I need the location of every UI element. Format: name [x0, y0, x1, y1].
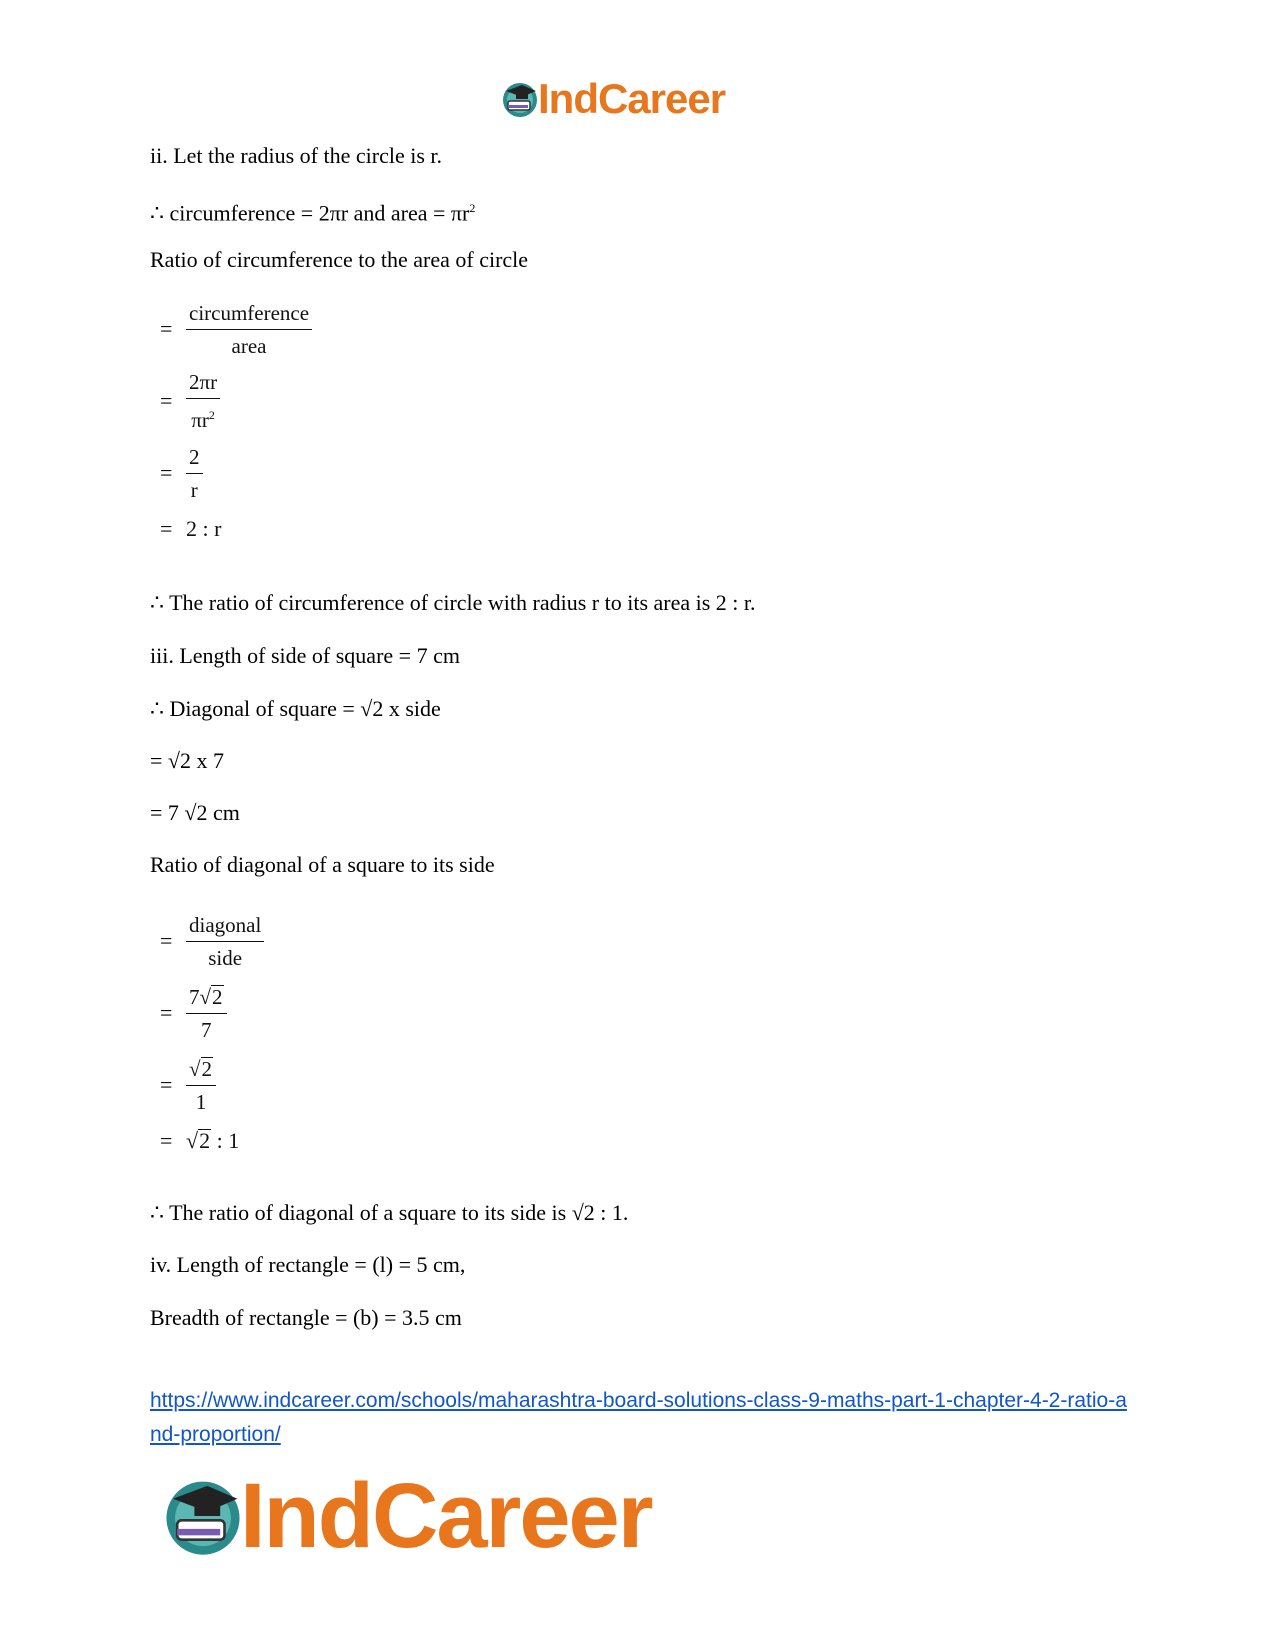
para-rectangle-breadth: Breadth of rectangle = (b) = 3.5 cm	[150, 1305, 462, 1330]
denominator: r	[190, 477, 198, 502]
math-row	[160, 437, 312, 509]
header-logo	[500, 75, 726, 122]
math-row	[160, 1049, 264, 1121]
equals-sign: =	[160, 928, 173, 953]
sqrt-symbol: √	[199, 984, 212, 1009]
math-block-square	[160, 905, 264, 1161]
equals-sign: =	[160, 516, 173, 541]
equals-sign: =	[160, 316, 173, 341]
fraction	[186, 299, 312, 360]
numerator: circumference	[186, 299, 312, 330]
sqrt-symbol: √	[186, 1128, 199, 1153]
denominator: 1	[195, 1089, 207, 1114]
numerator	[186, 983, 227, 1014]
graduation-cap-book-globe-icon	[160, 1473, 246, 1559]
math-row	[160, 1121, 264, 1161]
equals-sign: =	[160, 460, 173, 485]
equals-sign: =	[160, 1128, 173, 1153]
math-row	[160, 365, 312, 437]
para-diagonal-ratio-heading: Ratio of diagonal of a square to its side	[150, 852, 495, 877]
para-circumference-area-text: ∴ circumference = 2πr and area = πr	[150, 200, 470, 226]
radicand: 2	[199, 1128, 211, 1153]
radicand: 2	[212, 984, 223, 1009]
para-square-side: iii. Length of side of square = 7 cm	[150, 643, 460, 668]
brand-name: IndCareer	[538, 75, 726, 122]
denominator-text: πr	[191, 408, 209, 432]
math-row	[160, 509, 312, 549]
denominator: 7	[201, 1017, 212, 1042]
denominator: side	[208, 945, 243, 970]
source-link[interactable]: https://www.indcareer.com/schools/maharashtra-board-solutions-class-9-maths-part-1-chapter-4-2-ratio-and-proportion/	[150, 1389, 1127, 1446]
fraction	[186, 911, 264, 972]
math-row	[160, 977, 264, 1049]
denominator: area	[231, 333, 267, 358]
ratio-result: 2 : r	[186, 516, 222, 541]
para-diagonal-formula: ∴ Diagonal of square = √2 x side	[150, 696, 441, 721]
math-block-circle	[160, 293, 312, 549]
numerator: diagonal	[186, 911, 264, 942]
denominator	[191, 399, 215, 434]
math-row	[160, 293, 312, 365]
footer-logo	[160, 1465, 652, 1567]
para-square-conclusion: ∴ The ratio of diagonal of a square to its side is √2 : 1.	[150, 1200, 629, 1225]
math-row	[160, 905, 264, 977]
radicand: 2	[201, 1056, 213, 1081]
para-rectangle-length: iv. Length of rectangle = (l) = 5 cm,	[150, 1252, 466, 1277]
ratio-result	[186, 1128, 239, 1154]
equals-sign: =	[160, 1000, 173, 1025]
superscript: 2	[469, 201, 476, 215]
graduation-cap-book-globe-icon	[500, 79, 540, 119]
fraction	[186, 1055, 216, 1116]
fraction	[186, 368, 220, 434]
numerator: 2πr	[186, 368, 220, 399]
para-ratio-heading: Ratio of circumference to the area of circle	[150, 247, 529, 272]
para-radius: ii. Let the radius of the circle is r.	[150, 143, 443, 168]
numerator: 2	[186, 443, 203, 474]
equals-sign: =	[160, 388, 173, 413]
para-circumference-area	[150, 195, 475, 226]
para-diagonal-result: = 7 √2 cm	[150, 800, 240, 825]
brand-name: IndCareer	[240, 1465, 652, 1567]
equals-sign: =	[160, 1072, 173, 1097]
sqrt-symbol: √	[189, 1056, 201, 1081]
para-diagonal-sub: = √2 x 7	[150, 748, 224, 773]
para-circle-conclusion: ∴ The ratio of circumference of circle with radius r to its area is 2 : r.	[150, 590, 756, 615]
ratio-tail: : 1	[211, 1128, 240, 1153]
fraction	[186, 443, 203, 504]
numerator	[186, 1055, 216, 1086]
coefficient: 7	[189, 984, 200, 1009]
superscript: 2	[208, 408, 215, 422]
fraction	[186, 983, 227, 1044]
